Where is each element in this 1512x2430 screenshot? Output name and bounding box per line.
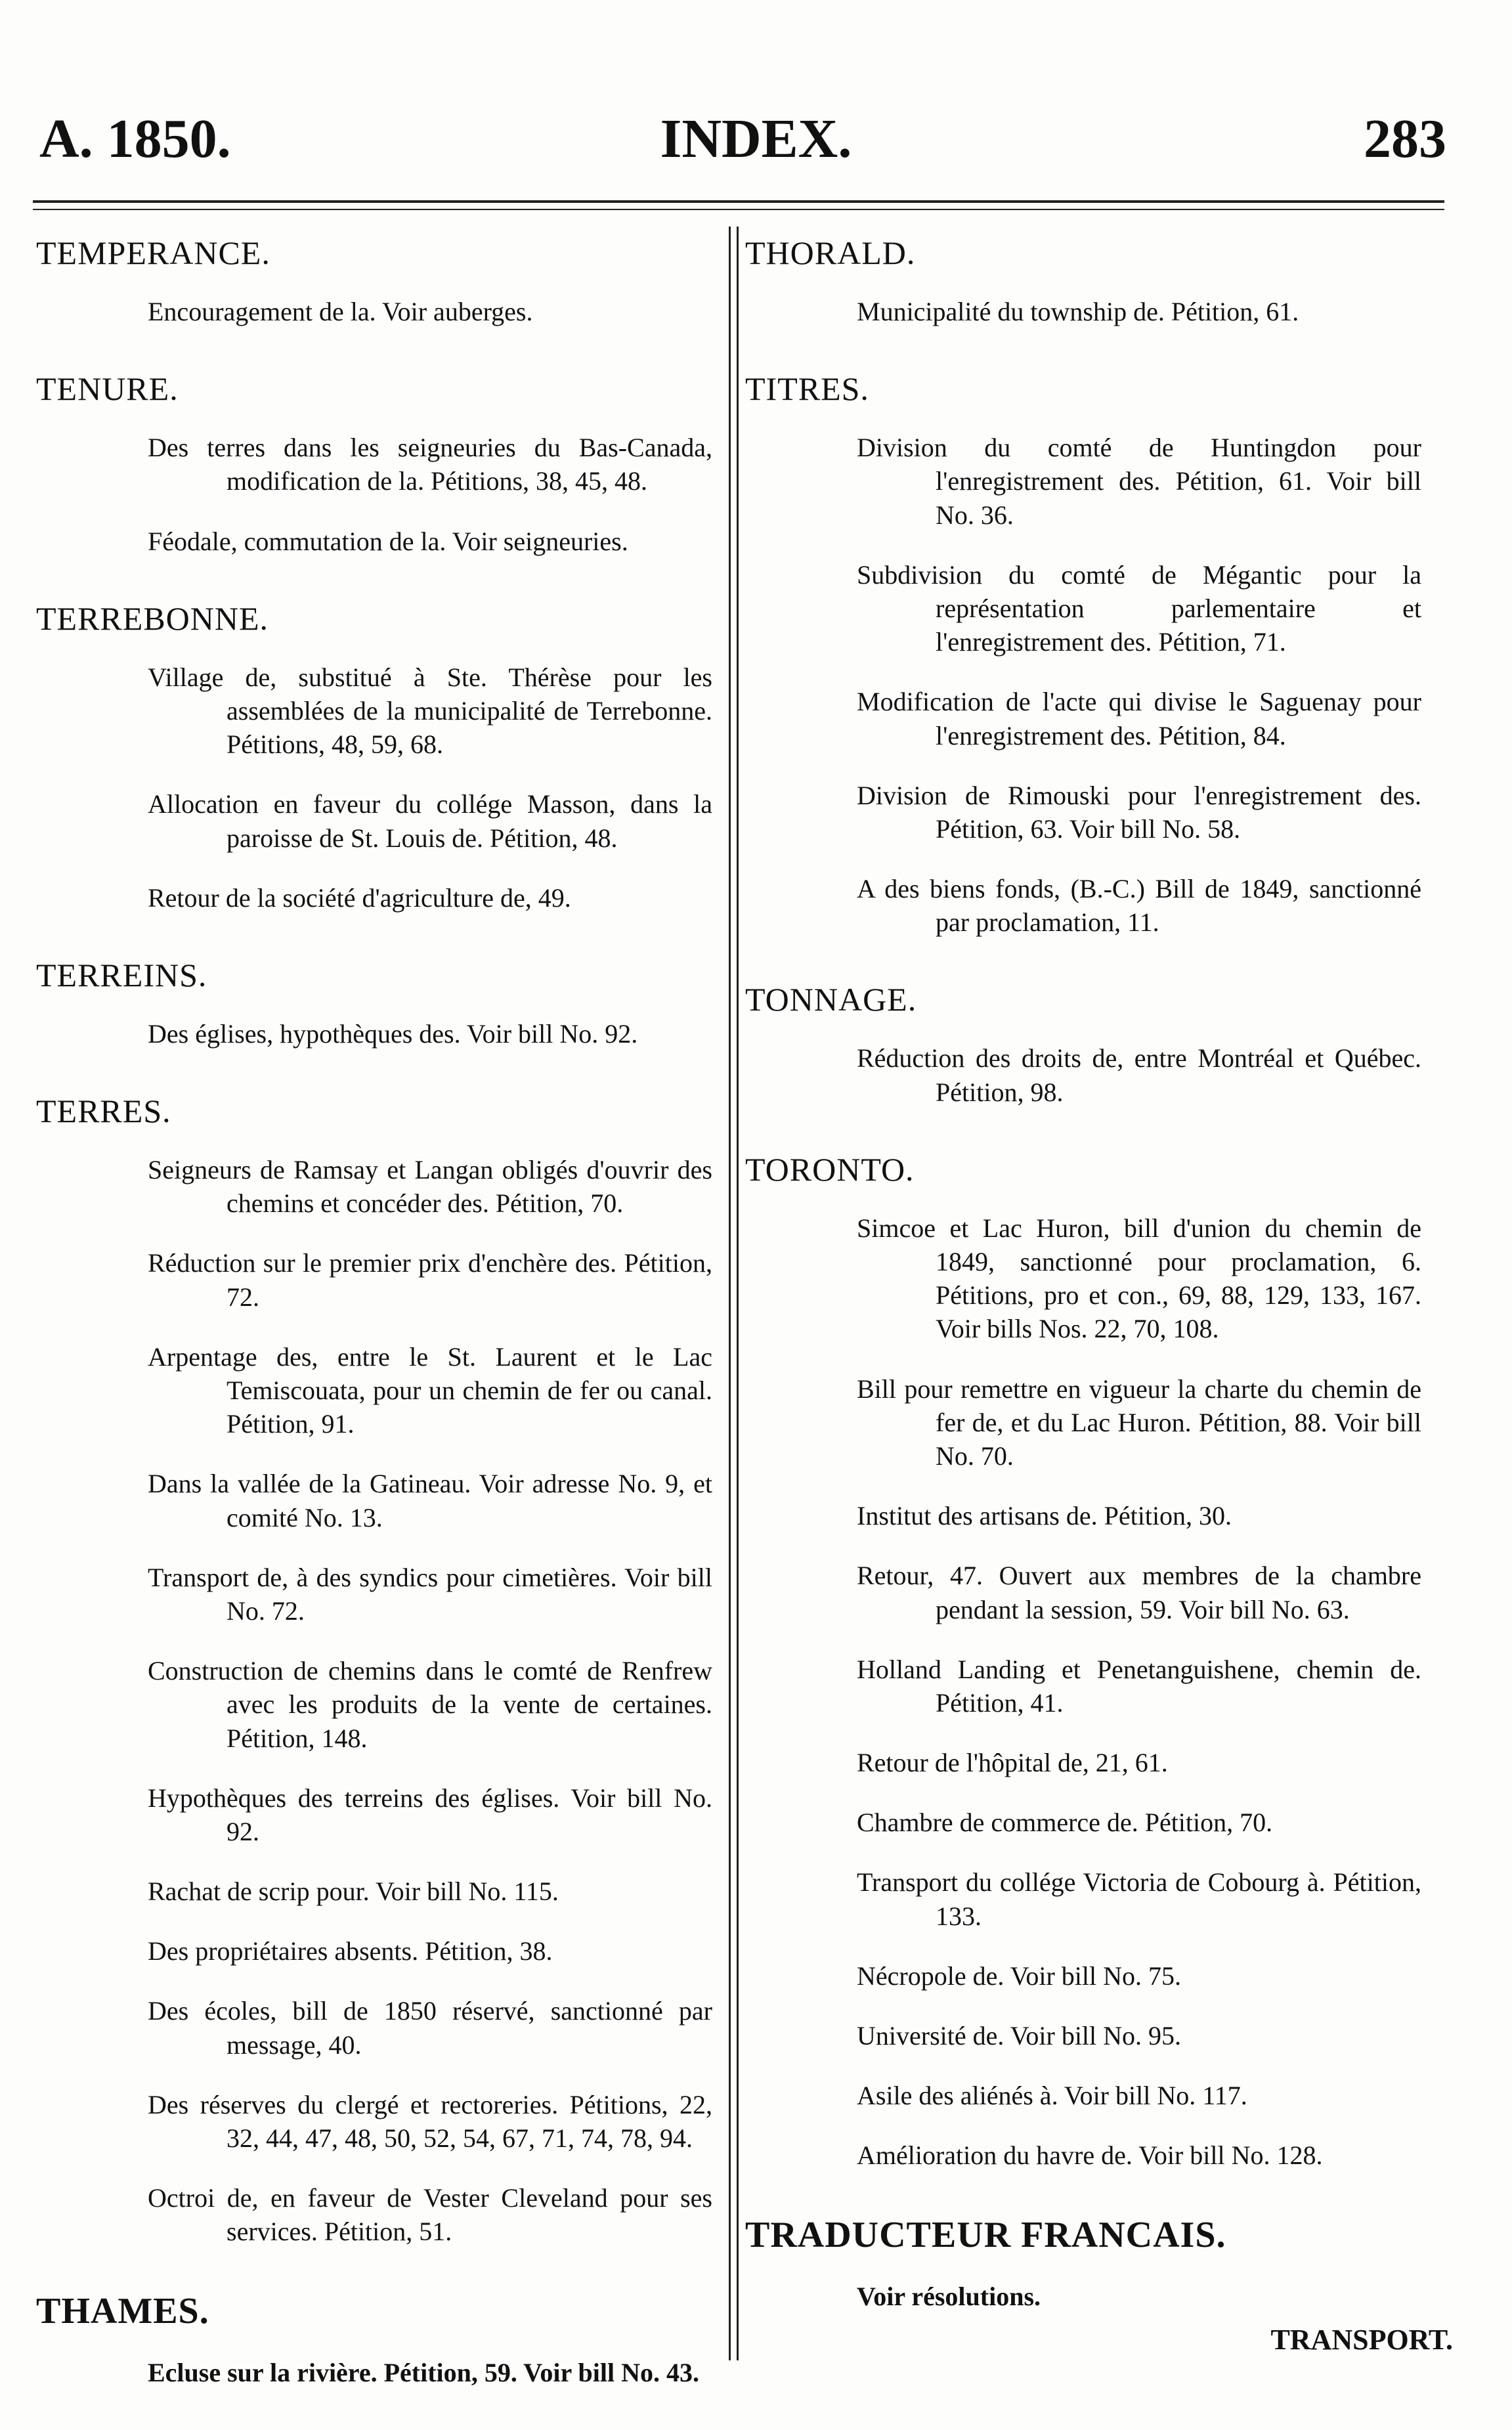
index-entry: Hypothèques des terreins des églises. Voir bill No. 92. [148,1783,712,1846]
index-entry: Transport du collége Victoria de Cobourg à. Pétition, 133. [857,1867,1421,1931]
index-section [745,233,1421,369]
index-section [36,599,712,955]
index-entry: Chambre de commerce de. Pétition, 70. [857,1808,1273,1838]
index-entry: Amélioration du havre de. Voir bill No. 128. [857,2140,1323,2171]
index-entry: Des écoles, bill de 1850 réservé, sanctionné par message, 40. [148,1996,712,2060]
index-entry: Encouragement de la. Voir auberges. [148,297,533,326]
index-entry: Retour de l'hôpital de, 21, 61. [857,1748,1168,1778]
index-entry: Des terres dans les seigneuries du Bas-Canada, modification de la. Pétitions, 38, 45, 48. [148,433,712,496]
index-entry: Construction de chemins dans le comté de Renfrew avec les produits de la vente de certaines. Pétition, 148. [148,1656,712,1753]
index-entry: Réduction sur le premier prix d'enchère des. Pétition, 72. [148,1248,712,1312]
index-entry: Retour, 47. Ouvert aux membres de la chambre pendant la session, 59. Voir bill No. 63. [857,1561,1421,1624]
index-entry: Nécropole de. Voir bill No. 75. [857,1961,1182,1991]
index-entry: Holland Landing et Penetanguishene, chemin de. Pétition, 41. [857,1654,1421,1718]
index-entry: Municipalité du township de. Pétition, 61. [857,297,1299,326]
page-number: 283 [1364,108,1446,169]
index-entry: Voir résolutions. [857,2281,1041,2311]
index-entry: Transport de, à des syndics pour cimetières. Voir bill No. 72. [148,1562,712,1626]
index-section [36,2289,712,2430]
index-entry: Allocation en faveur du collége Masson, dans la paroisse de St. Louis de. Pétition, 48. [148,789,712,853]
section-title: TORONTO. [745,1150,915,1188]
section-title: TRADUCTEUR FRANCAIS. [745,2214,1226,2255]
index-entry: Village de, substitué à Ste. Thérèse pour les assemblées de la municipalité de Terrebonne. Pétitions, 48, 59, 68. [148,662,712,760]
index-section [745,369,1421,980]
index-entry: Ecluse sur la rivière. Pétition, 59. Voir bill No. 43. [148,2357,699,2387]
index-entry: Octroi de, en faveur de Vester Cleveland pour ses services. Pétition, 51. [148,2183,712,2247]
section-title: TERREINS. [36,956,207,993]
section-title: TENURE. [36,370,179,408]
index-entry: Division du comté de Huntingdon pour l'enregistrement des. Pétition, 61. Voir bill No. 36. [857,433,1421,530]
page-title: INDEX. [660,108,852,169]
column-divider [729,227,731,2360]
index-section [745,980,1421,1149]
index-entry: Arpentage des, entre le St. Laurent et le Lac Temiscouata, pour un chemin de fer ou canal. Pétition, 91. [148,1341,712,1439]
index-entry: Féodale, commutation de la. Voir seigneuries. [148,526,628,556]
index-entry: Rachat de scrip pour. Voir bill No. 115. [148,1877,559,1907]
right-column [745,233,1421,2354]
index-entry: Simcoe et Lac Huron, bill d'union du chemin de 1849, sanctionné pour proclamation, 6. Pétitions, pro et con., 69, 88, 129, 133, 167. Voir bills Nos. 22, 70, 108. [857,1213,1421,1344]
index-section [36,955,712,1091]
header-rule-thin [33,209,1444,210]
catchword: TRANSPORT. [1270,2324,1453,2356]
index-entry: Université de. Voir bill No. 95. [857,2021,1182,2050]
header-rule [33,200,1444,203]
index-entry: Des réserves du clergé et rectoreries. Pétitions, 22, 32, 44, 47, 48, 50, 52, 54, 67, 71, 74, 78, 94. [148,2089,712,2153]
header-year: A. 1850. [39,108,231,169]
index-entry: Réduction des droits de, entre Montréal et Québec. Pétition, 98. [857,1043,1421,1107]
index-section [36,369,712,599]
section-title: TERREBONNE. [36,599,269,637]
index-entry: Des propriétaires absents. Pétition, 38. [148,1936,553,1966]
index-entry: Retour de la société d'agriculture de, 49. [148,882,571,913]
section-title: TONNAGE. [745,981,917,1018]
index-entry: Des églises, hypothèques des. Voir bill No. 92. [148,1018,638,1049]
index-entry: Subdivision du comté de Mégantic pour la représentation parlementaire et l'enregistrement des. Pétition, 71. [857,559,1421,657]
index-section [36,233,712,369]
index-entry: Modification de l'acte qui divise le Saguenay pour l'enregistrement des. Pétition, 84. [857,687,1421,750]
index-entry: Bill pour remettre en vigueur la charte du chemin de fer de, et du Lac Huron. Pétition, 88. Voir bill No. 70. [857,1374,1421,1471]
section-title: THORALD. [745,234,916,271]
section-title: TERRES. [36,1093,171,1130]
section-title: TITRES. [745,370,869,408]
section-title: THAMES. [36,2290,209,2332]
index-entry: Seigneurs de Ramsay et Langan obligés d'ouvrir des chemins et concéder des. Pétition, 70. [148,1155,712,1219]
section-title: TEMPERANCE. [36,234,270,271]
column-divider [737,227,739,2360]
index-entry: Dans la vallée de la Gatineau. Voir adresse No. 9, et comité No. 13. [148,1469,712,1532]
left-column [36,233,712,2430]
index-entry: Asile des aliénés à. Voir bill No. 117. [857,2081,1247,2111]
index-entry: Division de Rimouski pour l'enregistrement des. Pétition, 63. Voir bill No. 58. [857,780,1421,844]
index-section [745,1150,1421,2213]
index-section [36,1091,712,2289]
index-entry: A des biens fonds, (B.-C.) Bill de 1849, sanctionné par proclamation, 11. [857,874,1421,938]
index-entry: Institut des artisans de. Pétition, 30. [857,1501,1232,1531]
